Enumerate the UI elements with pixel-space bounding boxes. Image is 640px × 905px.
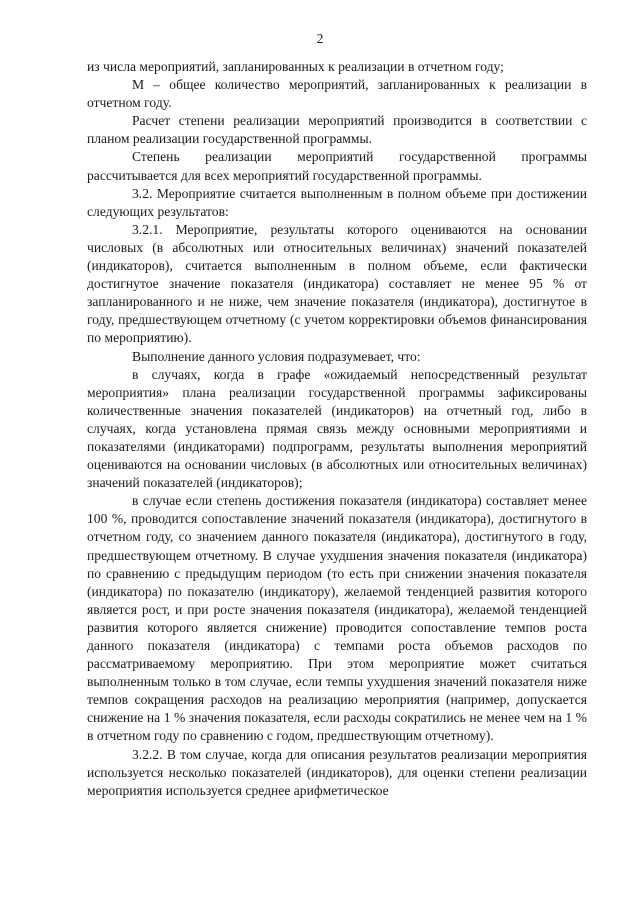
page-number: 2 [316,31,324,46]
paragraph: Степень реализации мероприятий государственной программы рассчитывается для всех мероприятий государственной программы. [87,149,587,183]
paragraph: М – общее количество мероприятий, запланированных к реализации в отчетном году. [87,77,587,111]
paragraph: в случаях, когда в графе «ожидаемый непосредственный результат мероприятия» плана реализации государственной программы зафиксированы количественные значения показателей (индикаторов) на отчетный год, либо в случаях, когда установлена прямая связь между основными мероприятиями и показателями (индикаторами) подпрограмм, результаты выполнения мероприятий оцениваются на основании числовых (в абсолютных или относительных величинах) значений показателей (индикаторов); [87,366,587,491]
paragraph: 3.2.1. Мероприятие, результаты которого оцениваются на основании числовых (в абсолютных или относительных величинах) значений показателей (индикаторов), считается выполненным в полном объеме, если фактически достигнутое значение показателя (индикатора) составляет не менее 95 % от запланированного и не ниже, чем значение показателя (индикатора), достигнутое в году, предшествующем отчетному (с учетом корректировки объемов финансирования по мероприятию). [87,221,587,346]
paragraph: 3.2. Мероприятие считается выполненным в полном объеме при достижении следующих результатов: [87,185,587,219]
paragraph: из числа мероприятий, запланированных к реализации в отчетном году; [87,59,504,74]
body-text [87,58,587,800]
paragraph: в случае если степень достижения показателя (индикатора) составляет менее 100 %, проводится сопоставление значений показателя (индикатора), достигнутого в отчетном году, со значением данного показателя (индикатора), достигнутого в году, предшествующем отчетному. В случае ухудшения значения показателя (индикатора) по сравнению с предыдущим периодом (то есть при снижении значения показателя (индикатора) по показателю (индикатору), желаемой тенденцией развития которого является рост, и при росте значения показателя (индикатора), желаемой тенденцией развития которого является снижение) проводится сопоставление темпов роста данного показателя (индикатора) с темпами роста объемов расходов по рассматриваемому мероприятию. При этом мероприятие может считаться выполненным только в том случае, если темпы ухудшения значений показателя ниже темпов сокращения расходов на реализацию мероприятия (например, допускается снижение на 1 % значения показателя, если расходы сократились не менее чем на 1 % в отчетном году по сравнению с годом, предшествующим отчетному). [87,493,587,744]
paragraph: Расчет степени реализации мероприятий производится в соответствии с планом реализации государственной программы. [87,113,587,147]
paragraph: Выполнение данного условия подразумевает, что: [132,348,421,364]
paragraph: 3.2.2. В том случае, когда для описания результатов реализации мероприятия используется несколько показателей (индикаторов), для оценки степени реализации мероприятия используется среднее арифметическое [87,746,587,798]
